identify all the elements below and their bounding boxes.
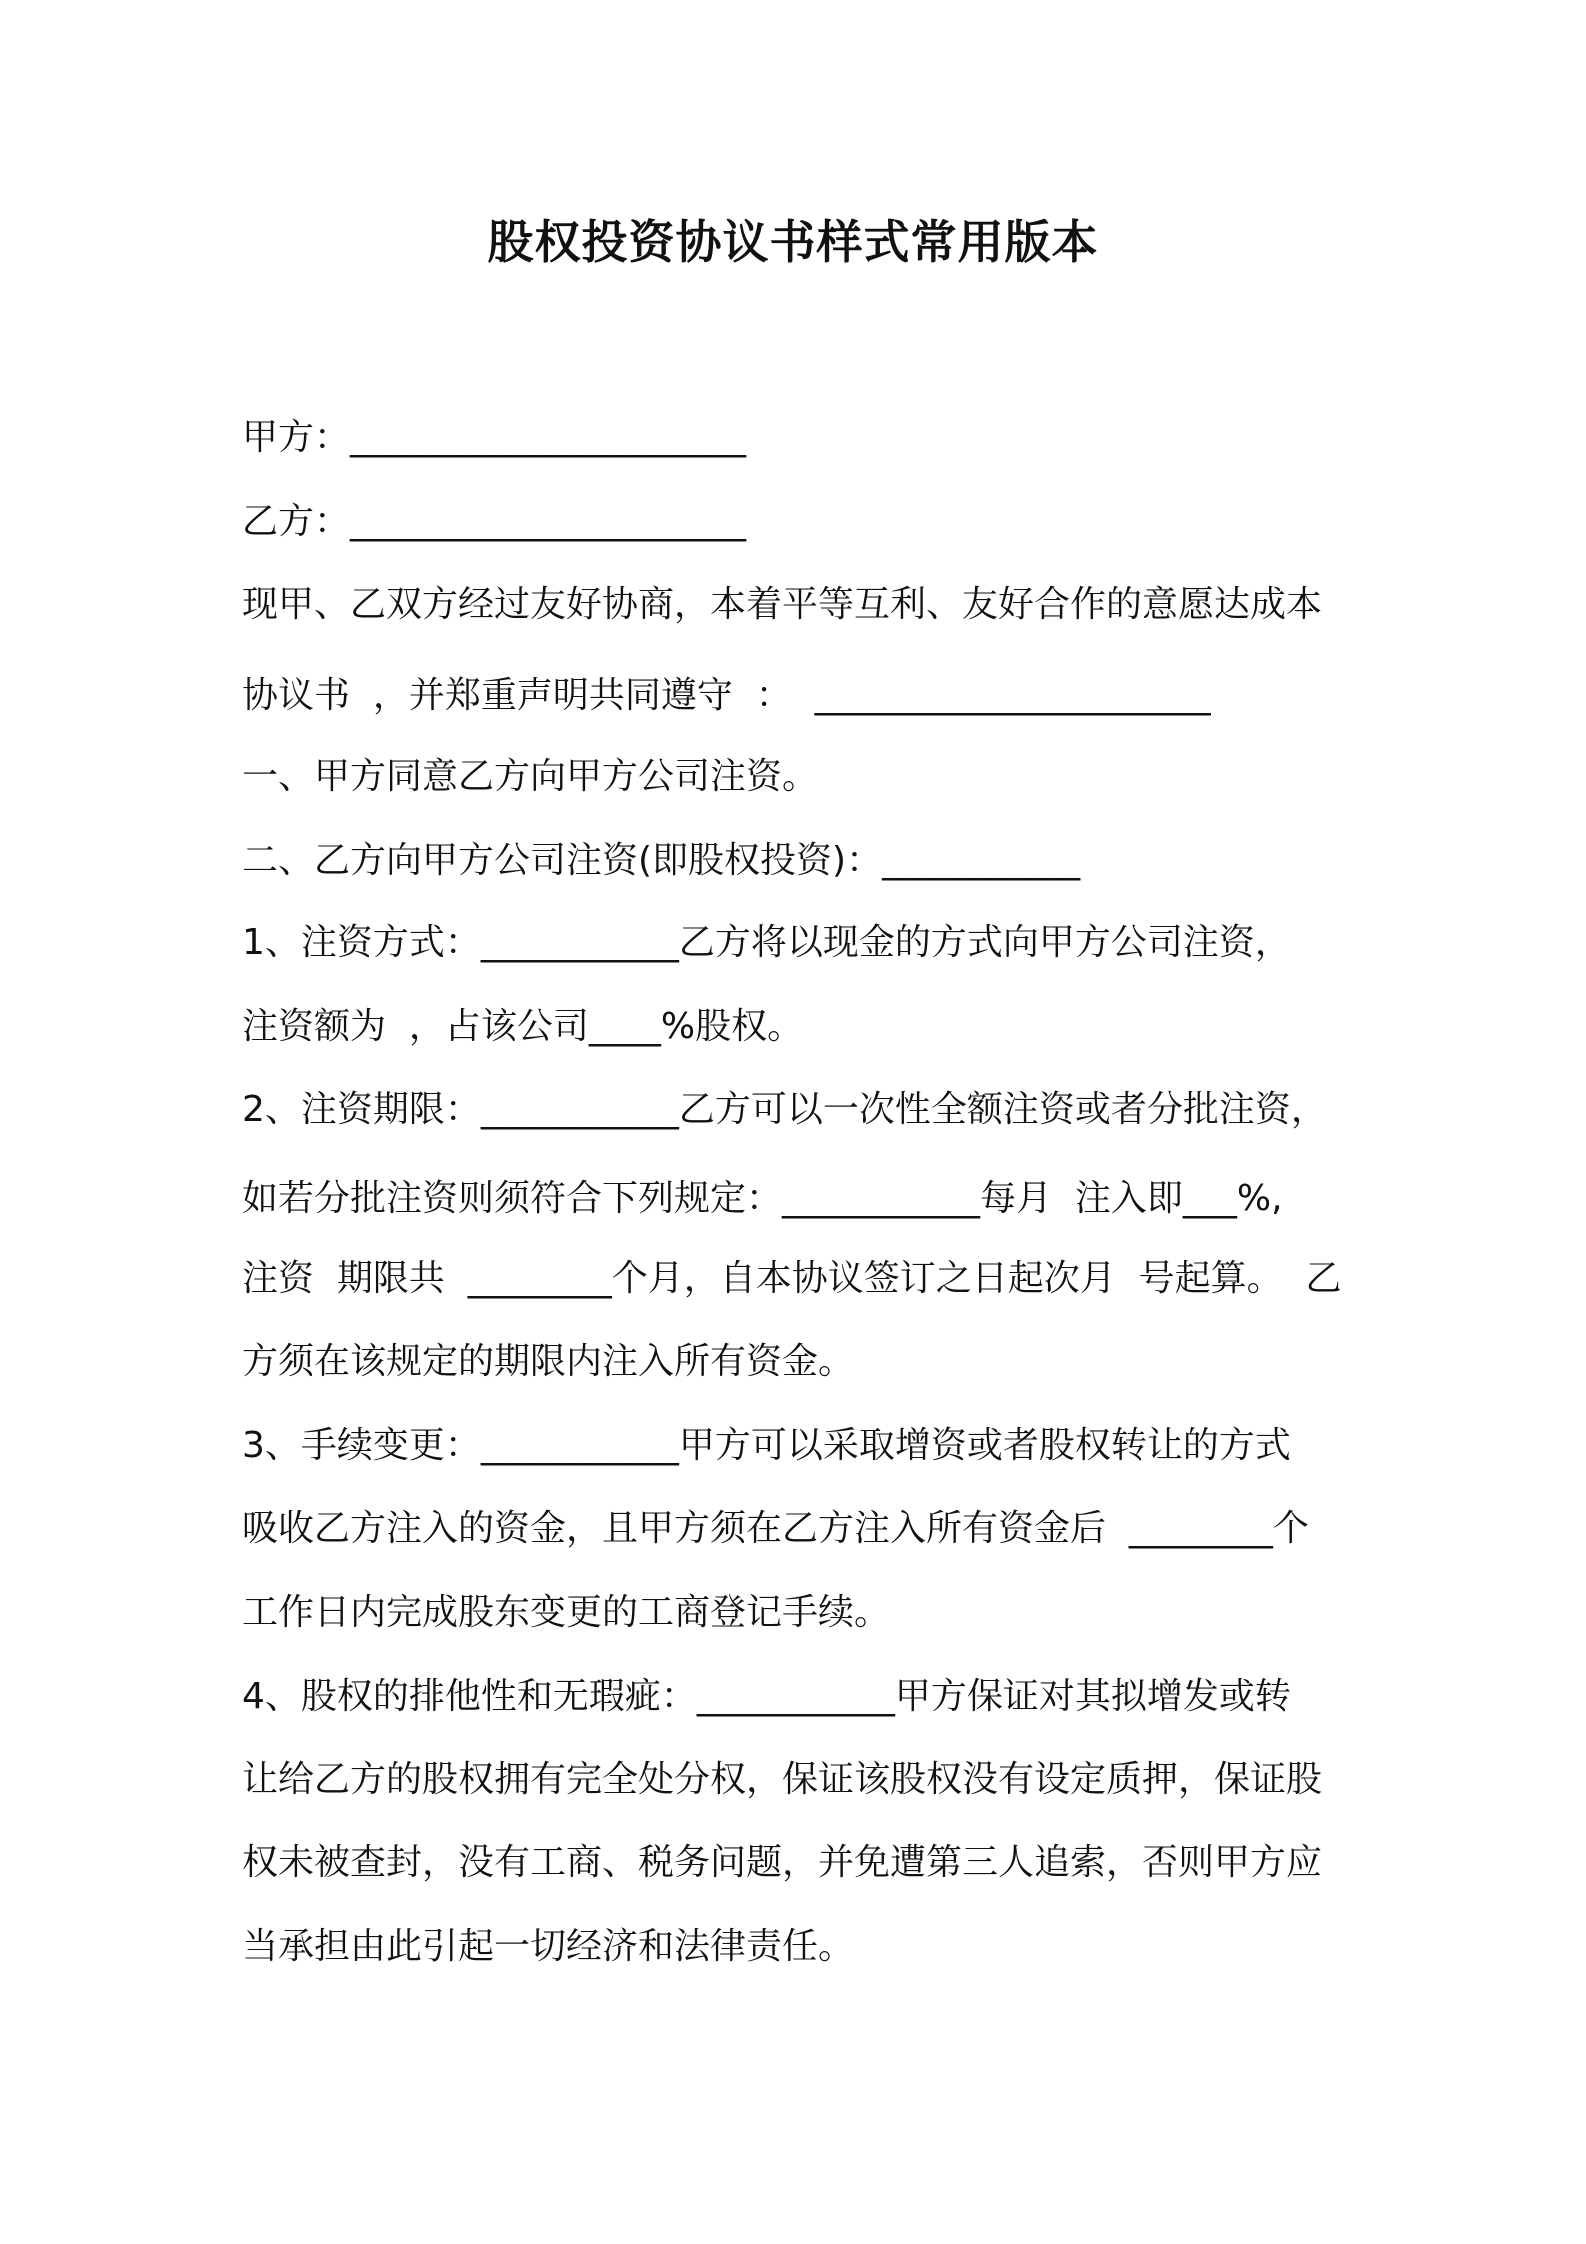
item-2-line-1: 2、注资期限：___________乙方可以一次性全额注资或者分批注资， bbox=[242, 1089, 1327, 1130]
item-2-line-3: 注资 期限共 ________个月，自本协议签订之日起次月 号起算。 乙 bbox=[242, 1258, 1342, 1299]
clause-1-line: 一、甲方同意乙方向甲方公司注资。 bbox=[242, 756, 819, 797]
item-3-line-2: 吸收乙方注入的资金，且甲方须在乙方注入所有资金后 ________个 bbox=[242, 1508, 1309, 1549]
preamble-line-2: 协议书 ，并郑重声明共同遵守 ： ______________________ bbox=[242, 675, 1211, 716]
item-2-line-2: 如若分批注资则须符合下列规定：___________每月 注入即___%, bbox=[242, 1178, 1283, 1219]
item-4-line-1: 4、股权的排他性和无瑕疵：___________甲方保证对其拟增发或转 bbox=[242, 1676, 1291, 1717]
document-title: 股权投资协议书样式常用版本 bbox=[487, 215, 1099, 269]
item-3-line-1: 3、手续变更：___________甲方可以采取增资或者股权转让的方式 bbox=[242, 1425, 1291, 1466]
item-1-line-2: 注资额为 ，占该公司____%股权。 bbox=[242, 1006, 804, 1047]
clause-2-line: 二、乙方向甲方公司注资(即股权投资)：___________ bbox=[242, 840, 1081, 881]
item-4-line-3: 权未被查封，没有工商、税务问题，并免遭第三人追索，否则甲方应 bbox=[242, 1842, 1323, 1883]
item-2-line-4: 方须在该规定的期限内注入所有资金。 bbox=[242, 1341, 855, 1382]
preamble-line-1: 现甲、乙双方经过友好协商，本着平等互利、友好合作的意愿达成本 bbox=[242, 584, 1323, 625]
item-4-line-4: 当承担由此引起一切经济和法律责任。 bbox=[242, 1926, 855, 1967]
item-4-line-2: 让给乙方的股权拥有完全处分权，保证该股权没有设定质押，保证股 bbox=[242, 1759, 1323, 1800]
party-a-line: 甲方：______________________ bbox=[242, 417, 747, 458]
party-b-line: 乙方：______________________ bbox=[242, 501, 747, 542]
item-3-line-3: 工作日内完成股东变更的工商登记手续。 bbox=[242, 1592, 891, 1633]
item-1-line-1: 1、注资方式：___________乙方将以现金的方式向甲方公司注资， bbox=[242, 922, 1291, 963]
